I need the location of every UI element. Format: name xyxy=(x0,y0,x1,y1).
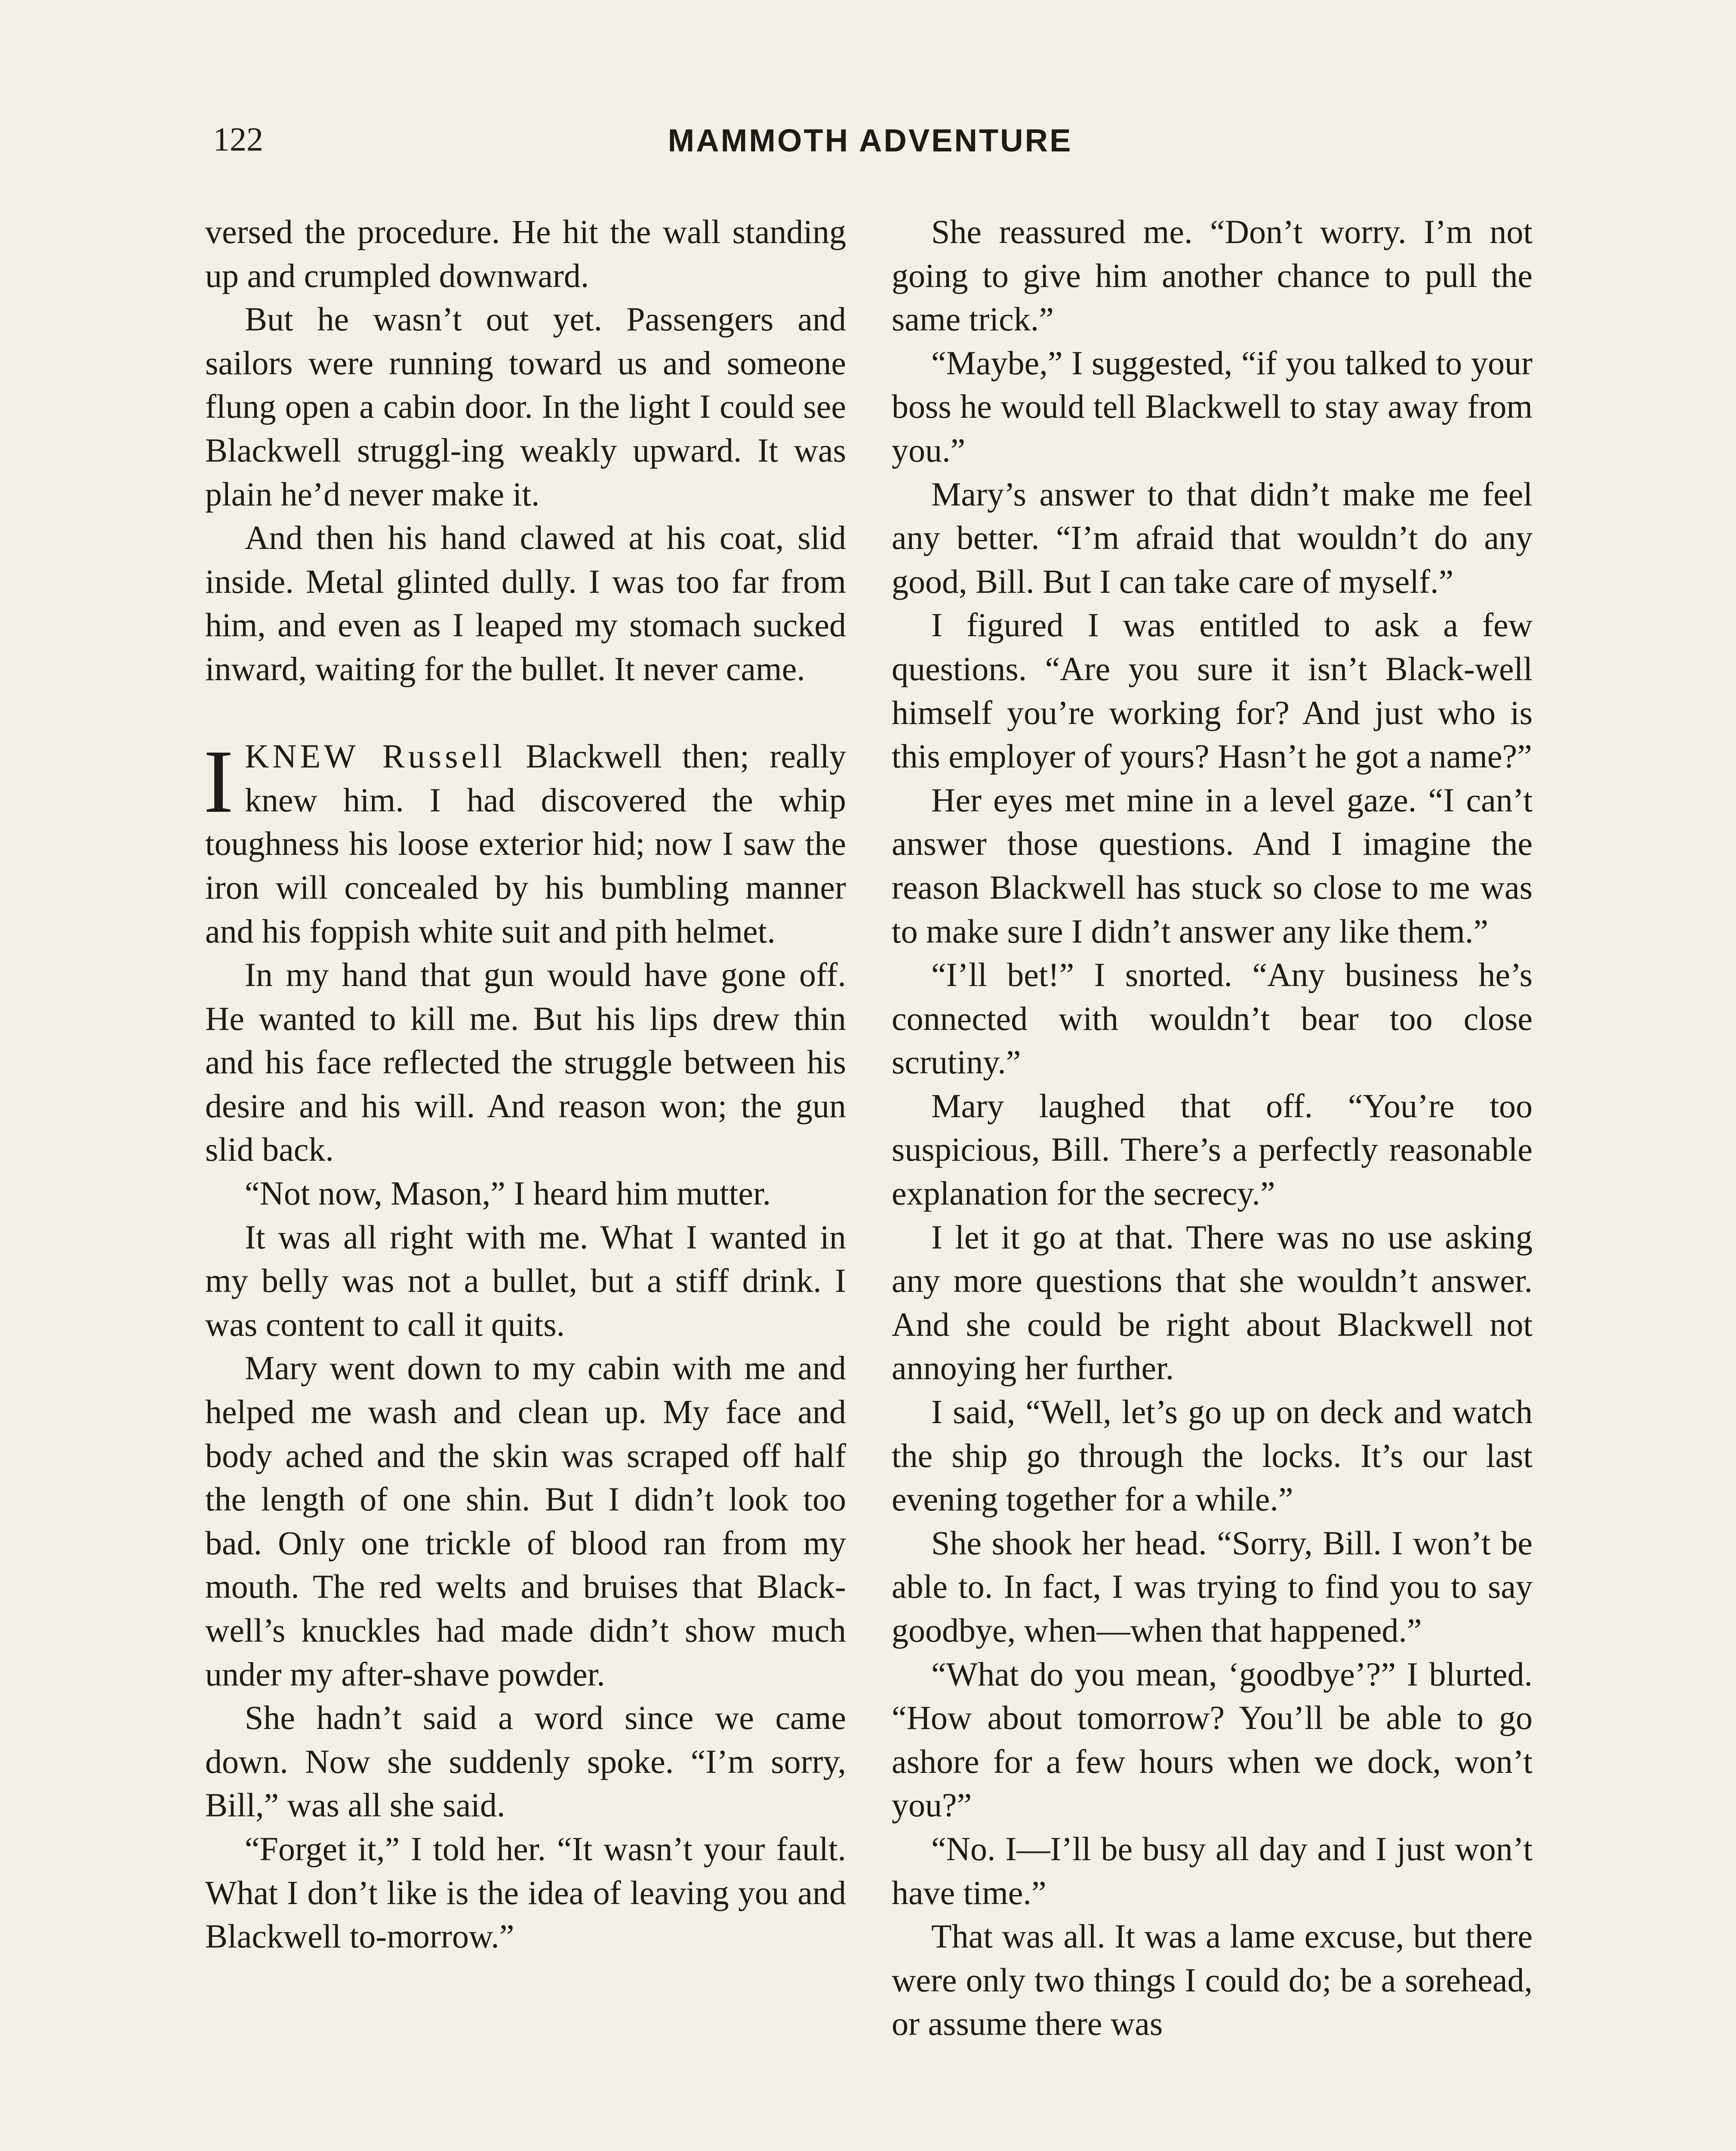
paragraph: “Not now, Mason,” I heard him mutter. xyxy=(245,1174,771,1212)
paragraph: She reassured me. “Don’t worry. I’m not going to give him another chance to pull the same trick.” xyxy=(892,213,1533,338)
paragraph: I figured I was entitled to ask a few questions. “Are you sure it isn’t Black-well himself you’re working for? And just who is this employer of yours? Hasn’t he got a name?” xyxy=(892,606,1533,775)
section-opening-paragraph xyxy=(205,734,846,953)
paragraph: Her eyes met mine in a level gaze. “I can’t answer those questions. And I imagine the reason Blackwell has stuck so close to me was to make sure I didn’t answer any like them.” xyxy=(892,781,1533,950)
paragraph: But he wasn’t out yet. Passengers and sailors were running toward us and someone flung open a cabin door. In the light I could see Blackwell struggl-ing weakly upward. It was plain he’d never make it. xyxy=(205,300,846,513)
drop-cap: I xyxy=(203,732,234,832)
paragraph: “Maybe,” I suggested, “if you talked to your boss he would tell Blackwell to stay away from you.” xyxy=(892,344,1533,469)
paragraph: “Forget it,” I told her. “It wasn’t your fault. What I don’t like is the idea of leaving you and Blackwell to-morrow.” xyxy=(205,1830,846,1955)
paragraph: Mary’s answer to that didn’t make me feel any better. “I’m afraid that wouldn’t do any good, Bill. But I can take care of myself.” xyxy=(892,475,1533,600)
page-number: 122 xyxy=(213,120,263,158)
paragraph: I let it go at that. There was no use asking any more questions that she wouldn’t answer. And she could be right about Blackwell not annoying her further. xyxy=(892,1218,1533,1387)
lead-in-text: KNEW Russell xyxy=(244,737,505,775)
paragraph: And then his hand clawed at his coat, slid inside. Metal glinted dully. I was too far from him, and even as I leaped my stomach sucked inward, waiting for the bullet. It never came. xyxy=(205,519,846,687)
paragraph: In my hand that gun would have gone off. He wanted to kill me. But his lips drew thin and his face reflected the struggle between his desire and his will. And reason won; the gun slid back. xyxy=(205,956,846,1168)
paragraph: Mary laughed that off. “You’re too suspicious, Bill. There’s a perfectly reasonable explanation for the secrecy.” xyxy=(892,1087,1533,1212)
paragraph: It was all right with me. What I wanted in my belly was not a bullet, but a stiff drink. I was content to call it quits. xyxy=(205,1218,846,1343)
paragraph: “No. I—I’ll be busy all day and I just won’t have time.” xyxy=(892,1830,1533,1911)
paragraph: She hadn’t said a word since we came down. Now she suddenly spoke. “I’m sorry, Bill,” was all she said. xyxy=(205,1699,846,1824)
paragraph: Mary went down to my cabin with me and helped me wash and clean up. My face and body ached and the skin was scraped off half the length of one shin. But I didn’t look too bad. Only one trickle of blood ran from my mouth. The red welts and bruises that Black-well’s knuckles had made didn’t show much under my after-shave powder. xyxy=(205,1349,846,1693)
paragraph: “I’ll bet!” I snorted. “Any business he’s connected with wouldn’t bear too close scrutiny.” xyxy=(892,956,1533,1081)
running-head-title: MAMMOTH ADVENTURE xyxy=(668,123,1073,158)
paragraph: That was all. It was a lame excuse, but there were only two things I could do; be a sorehead, or assume there was xyxy=(892,1917,1533,2043)
paragraph: “What do you mean, ‘goodbye’?” I blurted. “How about tomorrow? You’ll be able to go ashore for a few hours when we dock, won’t you?” xyxy=(892,1655,1533,1824)
right-column xyxy=(892,210,1533,2046)
paragraph: She shook her head. “Sorry, Bill. I won’t be able to. In fact, I was trying to find you to say goodbye, when—when that happened.” xyxy=(892,1524,1533,1649)
paragraph: I said, “Well, let’s go up on deck and watch the ship go through the locks. It’s our last evening together for a while.” xyxy=(892,1393,1533,1518)
paragraph-text: Blackwell then; really knew him. I had discovered the whip toughness his loose exterior hid; now I saw the iron will concealed by his bumbling manner and his foppish white suit and pith helmet. xyxy=(205,737,846,950)
paragraph: versed the procedure. He hit the wall standing up and crumpled downward. xyxy=(205,213,846,294)
left-column xyxy=(205,210,846,1958)
